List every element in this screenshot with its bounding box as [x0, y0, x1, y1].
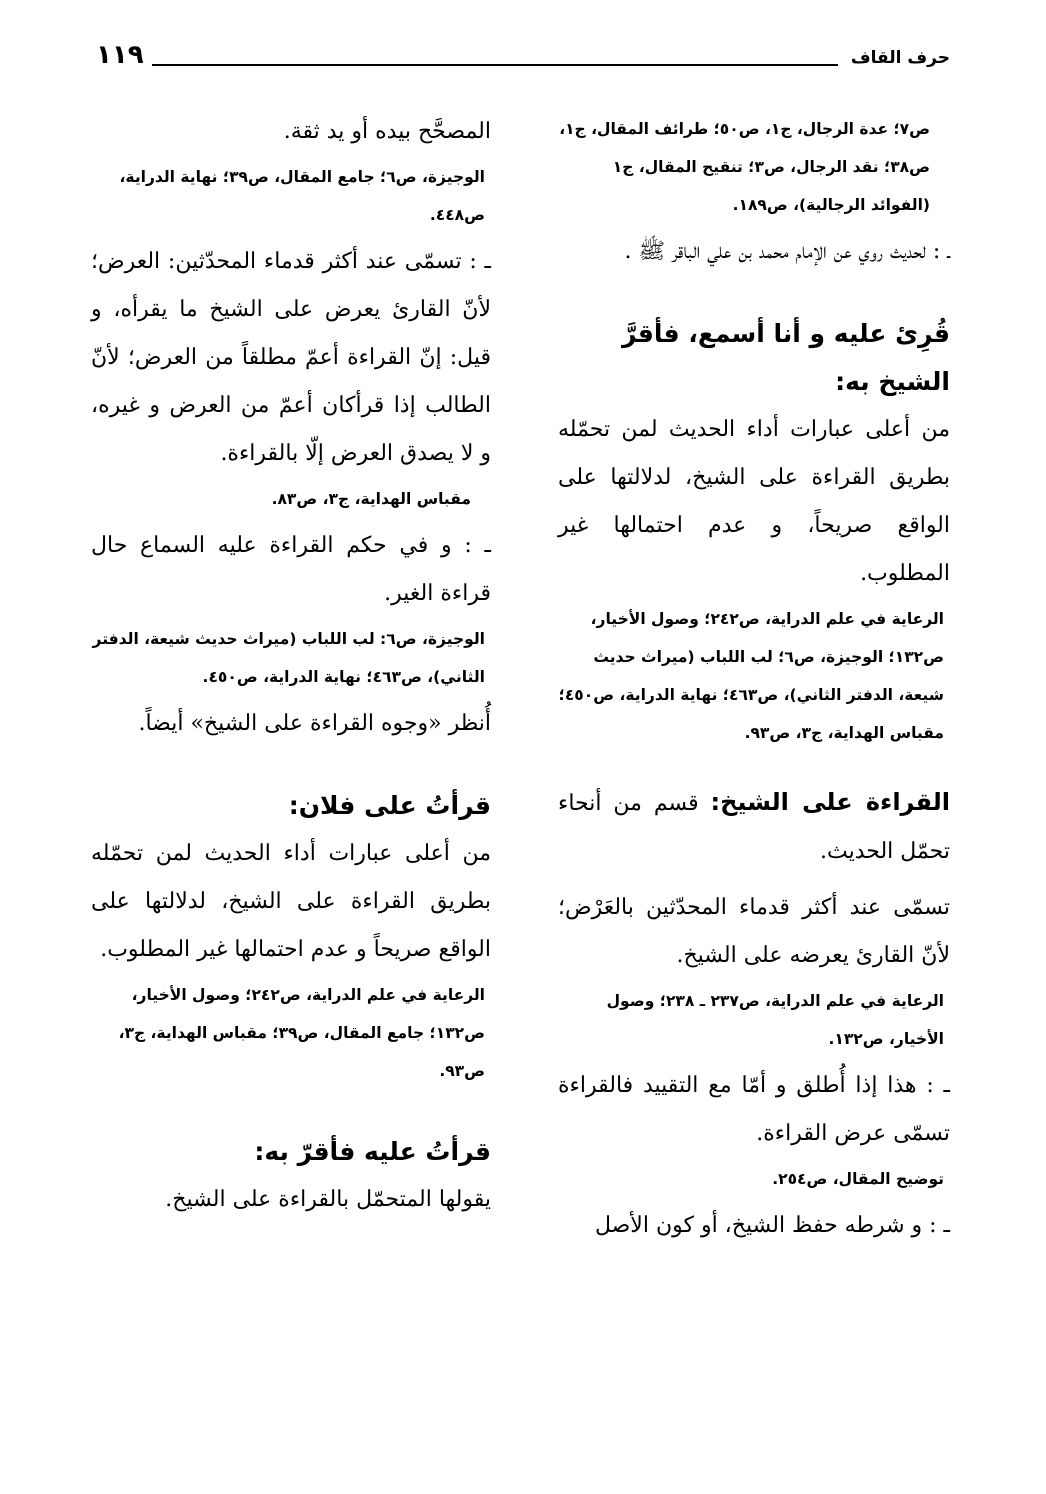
running-title: حرف القاف — [850, 48, 950, 68]
paragraph: قسم من أنحاء تحمّل الحديث. — [558, 791, 950, 864]
paragraph: ـ : تسمّى عند أكثر قدماء المحدّثين: العرض؛ لأنّ القارئ يعرض على الشيخ ما يقرأه، و قيل: إنّ القراءة أعمّ مطلقاً من العرض؛ لأنّ الطالب إذا قرأكان أعمّ من العرض و غيره، و لا يصدق العرض إلّا بالقراءة. — [91, 249, 491, 466]
right-column — [558, 108, 950, 1250]
header-rule — [152, 64, 838, 66]
entry-heading: القراءة على الشيخ: — [710, 788, 950, 816]
paragraph: ـ : هذا إذا أُطلق و أمّا مع التقييد فالقراءة تسمّى عرض القراءة. — [558, 1073, 950, 1146]
paragraph: المصحَّح بيده أو يد ثقة. — [283, 119, 491, 144]
paragraph: أُنظر «وجوه القراءة على الشيخ» أيضاً. — [138, 711, 491, 736]
paragraph: ـ : لحديث روي عن الإمام محمد بن علي الباقر ﷺ . — [624, 239, 950, 264]
reference-list: الرعاية في علم الدراية، ص٢٤٢؛ وصول الأخيار، ص١٣٢؛ جامع المقال، ص٣٩؛ مقباس الهداية، ج٣، ص٩٣. — [118, 986, 485, 1080]
paragraph: تسمّى عند أكثر قدماء المحدّثين بالعَرْض؛ لأنّ القارئ يعرضه على الشيخ. — [558, 895, 950, 968]
reference-list: الوجيزة، ص٦؛ جامع المقال، ص٣٩؛ نهاية الدراية، ص٤٤٨. — [119, 168, 485, 224]
reference-list: توضيح المقال، ص٢٥٤. — [772, 1170, 944, 1188]
entry-heading: قرأتُ على فلان: — [288, 791, 491, 820]
left-column — [91, 108, 491, 1224]
entry-heading: قرأتُ عليه فأقرّ به: — [254, 1137, 491, 1166]
paragraph: ـ : و شرطه حفظ الشيخ، أو كون الأصل — [594, 1213, 950, 1238]
reference-list: الرعاية في علم الدراية، ص٢٣٧ ـ ٢٣٨؛ وصول الأخيار، ص١٣٢. — [606, 992, 944, 1048]
entry-heading: قُرِئ عليه و أنا أسمع، فأقرَّ الشيخ به: — [621, 319, 950, 396]
paragraph: ـ : و في حكم القراءة عليه السماع حال قراءة الغير. — [91, 533, 491, 606]
reference-list: مقباس الهداية، ج٣، ص٨٣. — [271, 490, 471, 508]
paragraph: من أعلى عبارات أداء الحديث لمن تحمّله بطريق القراءة على الشيخ، لدلالتها على الواقع صريحاً و عدم احتمالها غير المطلوب. — [91, 841, 491, 962]
paragraph: يقولها المتحمّل بالقراءة على الشيخ. — [165, 1187, 491, 1212]
reference-list: الرعاية في علم الدراية، ص٢٤٢؛ وصول الأخيار، ص١٣٢؛ الوجيزة، ص٦؛ لب اللباب (ميراث حديث شيعة، الدفتر الثاني)، ص٤٦٣؛ نهاية الدراية، ص٤٥٠؛ مقباس الهداية، ج٣، ص٩٣. — [558, 610, 944, 742]
paragraph: من أعلى عبارات أداء الحديث لمن تحمّله بطريق القراءة على الشيخ، لدلالتها على الواقع صريحاً، و عدم احتمالها غير المطلوب. — [558, 417, 950, 586]
entry-definition — [558, 778, 950, 876]
page-header — [96, 38, 950, 78]
reference-list: ص٧؛ عدة الرجال، ج١، ص٥٠؛ طرائف المقال، ج١، ص٣٨؛ نقد الرجال، ص٣؛ تنقيح المقال، ج١ (الفوائد الرجالية)، ص١٨٩. — [559, 120, 930, 214]
reference-list: الوجيزة، ص٦: لب اللباب (ميراث حديث شيعة، الدفتر الثاني)، ص٤٦٣؛ نهاية الدراية، ص٤٥٠. — [92, 630, 485, 686]
page-number: ١١٩ — [96, 40, 144, 70]
